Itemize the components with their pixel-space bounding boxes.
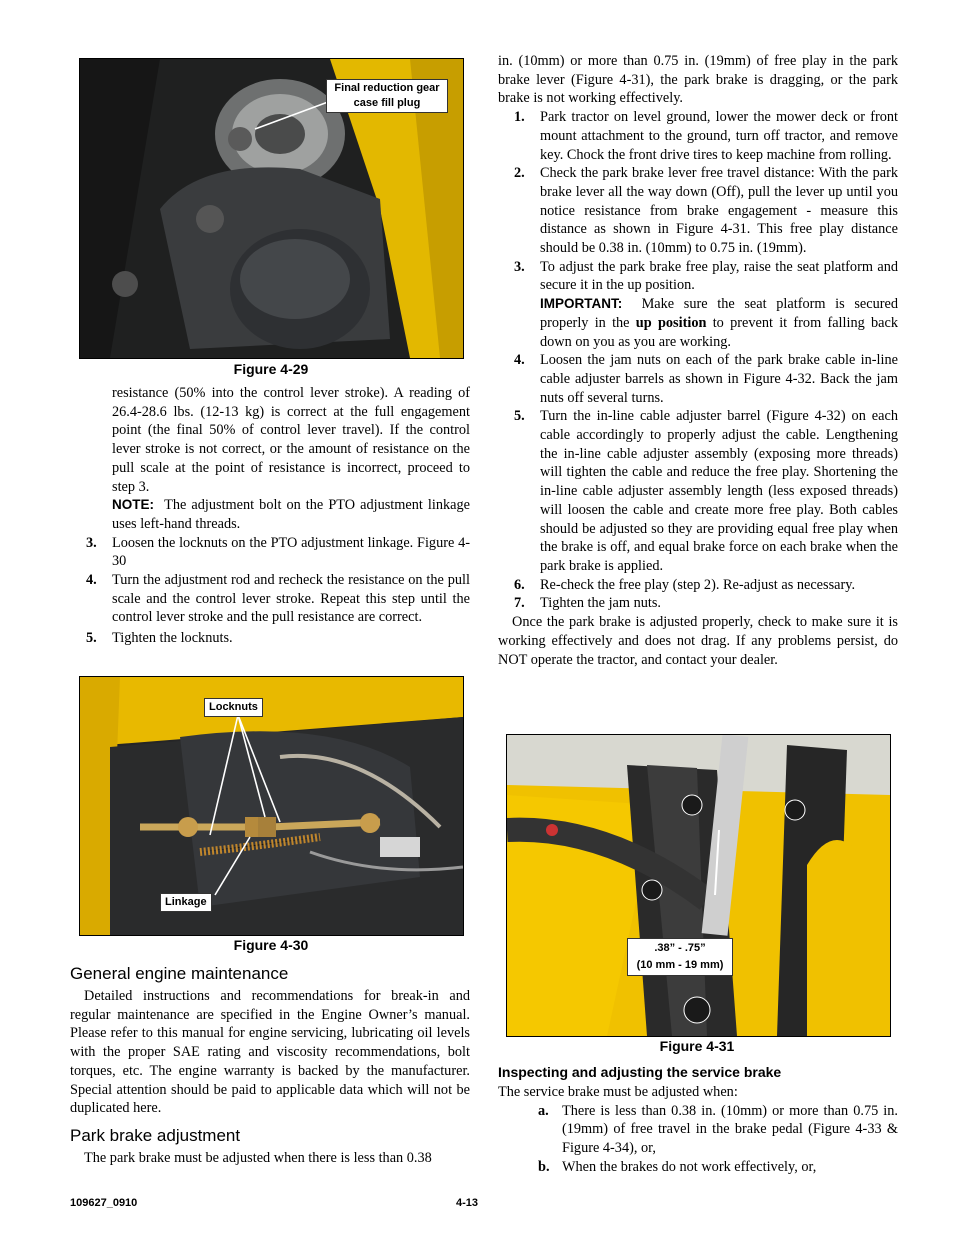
pto-linkage-photo [80, 677, 463, 935]
list-item: 5. Tighten the locknuts. [86, 630, 233, 647]
park-brake-adjustment-heading: Park brake adjustment [70, 1126, 241, 1145]
page-number: 4-13 [456, 1197, 479, 1209]
figure-4-29-caption: Figure 4-29 [233, 361, 309, 377]
list-item: 4. Loosen the jam nuts on each of the park brake cable in-line cable adjuster barrels as shown in Figure 4-32. Back the jam nuts off several turns. [514, 352, 898, 406]
list-item: 6. Re-check the free play (step 2). Re-adjust as necessary. [514, 576, 856, 593]
free-play-inches: .38” - .75” [654, 942, 706, 954]
important-block: IMPORTANT: Make sure the seat platform is secured properly in the up position to prevent it from falling back down on you as you are working. [540, 296, 899, 350]
park-brake-lever-photo [507, 735, 890, 1036]
list-item: 1. Park tractor on level ground, lower the mower deck or front mount attachment to the ground, turn off tractor, and remove key. Chock the front drive tires to keep machine from rolling. [514, 109, 898, 163]
general-engine-maintenance-text: Detailed instructions and recommendations for break-in and regular maintenance are specified in the Engine Owner’s manual. Please refer to this manual for engine servicing, lubricating oil levels with the proper SAE rating and viscosity recommendations, bolt torques, etc. The engine warranty is backed by the manufacturer. Special attention should be paid to applicable data which will not be duplicated here. [70, 988, 470, 1117]
list-item: a. There is less than 0.38 in. (10mm) or more than 0.75 in. (19mm) of free travel in the brake pedal (Figure 4-33 & Figure 4-34), or, [538, 1102, 898, 1157]
free-play-measurement-callout [627, 938, 733, 976]
list-item: 5. Turn the in-line cable adjuster barrel (Figure 4-32) on each cable accordingly to properly adjust the cable. Lengthening the in-line cable adjuster assembly (exposing more threads) will tighten the cable and reduce the free play. Shortening the in-line cable adjuster assembly length (less exposed threads) will loosen the cable and create more free play. Both cables should be adjusted so they are providing equal free play when the brake is off, and equal brake force on each brake when the park brake is applied. [514, 408, 898, 574]
continuation-paragraph: resistance (50% into the control lever stroke). A reading of 26.4-28.6 lbs. (12-13 kg) is correct at the full engagement point (the final 50% of control lever travel). If the control lever stroke is not correct, or the amount of resistance on the pull scale at the point of resistance is incorrect, proceed to step 3. [112, 385, 470, 495]
fill-plug-callout: Final reduction gear case fill plug [326, 79, 448, 113]
document-number: 109627_0910 [70, 1197, 138, 1209]
right-column-text [498, 52, 898, 669]
note-block [70, 496, 470, 533]
list-item: 3. To adjust the park brake free play, raise the seat platform and secure it in the up position. [514, 258, 898, 294]
left-column-upper-text [70, 384, 470, 648]
list-item: 4. Turn the adjustment rod and recheck the resistance on the pull scale and the control lever stroke. Repeat this step until the control lever stroke and the pull resistance are correct. [86, 572, 470, 626]
note-label: NOTE: [112, 497, 154, 513]
service-brake-intro: The service brake must be adjusted when: [498, 1084, 738, 1100]
free-play-mm: (10 mm - 19 mm) [636, 959, 724, 971]
figure-4-29-photo [79, 58, 464, 359]
service-brake-section [498, 1083, 898, 1177]
service-brake-heading: Inspecting and adjusting the service brake [498, 1064, 782, 1080]
up-position-emphasis: up position [635, 314, 707, 331]
list-item: b. When the brakes do not work effectively, or, [538, 1158, 817, 1175]
figure-4-31-photo [506, 734, 891, 1037]
park-brake-intro-text: The park brake must be adjusted when there is less than 0.38 [84, 1150, 432, 1166]
list-item: 7. Tighten the jam nuts. [514, 595, 661, 612]
important-label: IMPORTANT: [540, 296, 623, 312]
closing-paragraph: Once the park brake is adjusted properly, check to make sure it is working effectively and does not drag. If any problems persist, do NOT operate the tractor, and contact your dealer. [498, 614, 898, 668]
general-engine-maintenance-heading: General engine maintenance [70, 964, 289, 983]
figure-4-30-caption: Figure 4-30 [233, 937, 309, 953]
note-text: The adjustment bolt on the PTO adjustment linkage uses left-hand threads. [112, 497, 470, 532]
continuation-paragraph: in. (10mm) or more than 0.75 in. (19mm) of free play in the park brake lever (Figure 4-31), the park brake is dragging, or the park brake is not working effectively. [498, 53, 898, 107]
list-item: 2. Check the park brake lever free travel distance: With the park brake lever all the way down (Off), pull the lever up until you notice resistance from brake engagement - measure this distance as shown in Figure 4-31. This free play distance should be 0.38 in. (10mm) to 0.75 in. (19mm). [514, 165, 898, 257]
locknuts-callout: Locknuts [204, 698, 263, 717]
list-item: 3. Loosen the locknuts on the PTO adjustment linkage. Figure 4-30 [86, 534, 470, 570]
figure-4-30-photo [79, 676, 464, 936]
linkage-callout: Linkage [160, 893, 212, 912]
figure-4-31-caption: Figure 4-31 [659, 1038, 735, 1054]
